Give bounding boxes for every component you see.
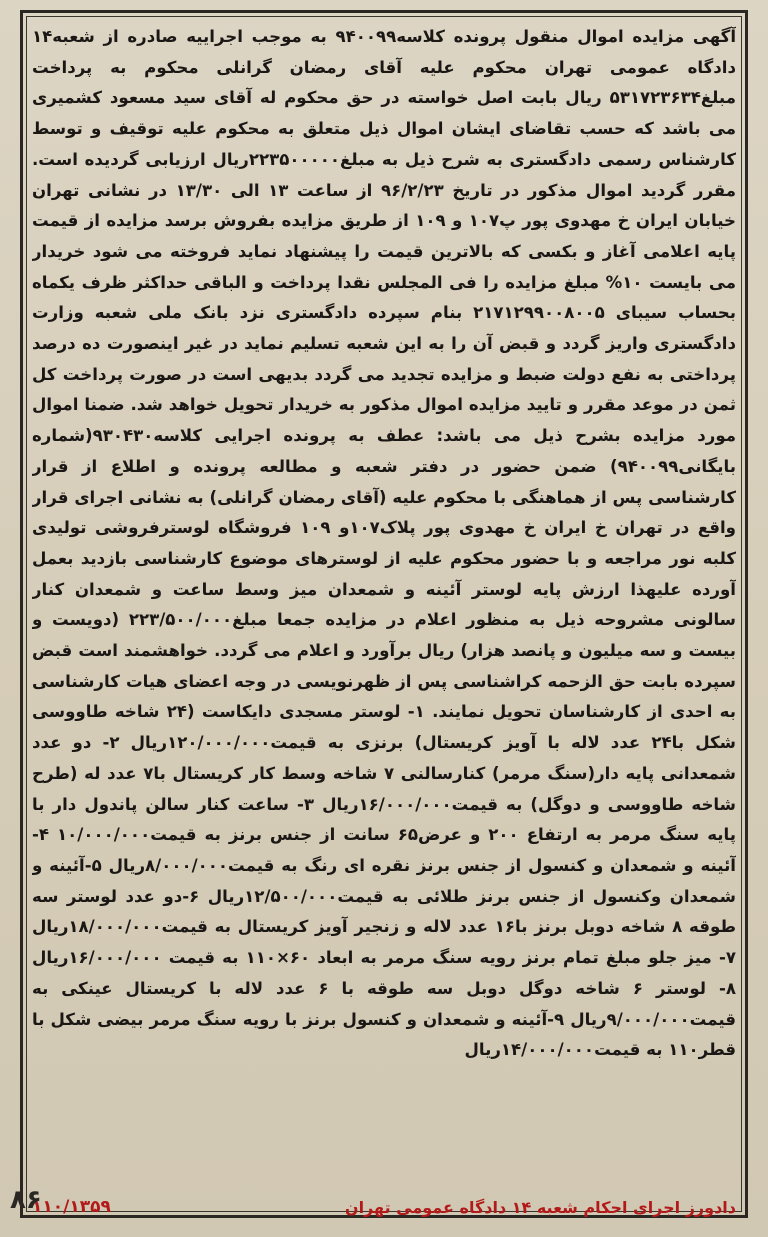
page-mark: ۸۶ [10,1185,42,1215]
notice-code: ۱۱۰/۱۳۵۹ [32,1197,111,1217]
signer-line: دادورز اجرای احکام شعبه ۱۴ دادگاه عمومی تهران [344,1197,736,1217]
auction-notice-text: آگهی مزایده اموال منقول پرونده کلاسه۹۴۰۰۹۹ به موجب اجراییه صادره از شعبه۱۴ دادگاه عمومی تهران محکوم علیه آقای رمضان گرانلی محکوم به پرداخت مبلغ۵۳۱۷۲۳۶۳۴ ریال بابت اصل خواسته در حق محکوم له آقای سید مسعود کشمیری می باشد که حسب تقاضای ایشان اموال ذیل متعلق به محکوم علیه توقیف و توسط کارشناس رسمی دادگستری به شرح ذیل به مبلغ۲۲۳۵۰۰۰۰۰ریال ارزیابی گردیده است. مقرر گردید اموال مذکور در تاریخ ۹۶/۲/۲۳ از ساعت ۱۳ الی ۱۳/۳۰ در نشانی تهران خیابان ایران خ مهدوی پور پ۱۰۷ و ۱۰۹ از طریق مزایده بفروش برسد مزایده از قیمت پایه اعلامی آغاز و بکسی که بالاترین قیمت را پیشنهاد نماید فروخته می شود خریدار می بایست ۱۰% مبلغ مزایده را فی المجلس نقدا پرداخت و الباقی حداکثر ظرف یکماه بحساب سیبای ۲۱۷۱۲۹۹۰۰۸۰۰۵ بنام سپرده دادگستری نزد بانک ملی شعبه وزارت دادگستری واریز گردد و قبض آن را به این شعبه تسلیم نماید در غیر اینصورت ده درصد پرداختی به نفع دولت ضبط و مزایده تجدید می گردد بدیهی است در صورت پرداخت کل ثمن در موعد مقرر و تایید مزایده اموال مذکور به خریدار تحویل خواهد شد. ضمنا اموال مورد مزایده بشرح ذیل می باشد: عطف به پرونده اجرایی کلاسه۹۳۰۴۳۰(شماره بایگانی۹۴۰۰۹۹) ضمن حضور در دفتر شعبه و مطالعه پرونده و اطلاع از قرار کارشناسی پس از هماهنگی با محکوم علیه (آقای رمضان گرانلی) به نشانی اجرای قرار واقع در تهران خ ایران خ مهدوی پور پلاک۱۰۷و ۱۰۹ فروشگاه لوسترفروشی تولیدی کلبه نور مراجعه و با حضور محکوم علیه از لوسترهای موضوع کارشناسی بازدید بعمل آورده علیهذا ارزش پایه لوستر آئینه و شمعدان میز وسط ساعت و شمعدان کنار سالونی مشروحه ذیل به منظور اعلام در مزایده جمعا مبلغ۲۲۳/۵۰۰/۰۰۰ (دویست و بیست و سه میلیون و پانصد هزار) ریال برآورد و اعلام می گردد. خواهشمند است قبض سپرده بابت حق الزحمه کراشناسی پس از ظهرنویسی در وجه اعضای هیات کارشناسی به احدی از کارشناسان تحویل نمایند. ۱- لوستر مسجدی دایکاست (۲۴ شاخه طاووسی شکل با۲۴ عدد لاله با آویز کریستال) برنزی به قیمت۱۲۰/۰۰۰/۰۰۰ریال ۲- دو عدد شمعدانی پایه دار(سنگ مرمر) کنارسالنی ۷ شاخه وسط کار کریستال با۷ عدد له (طرح شاخه طاووسی و دوگل) به قیمت۱۶/۰۰۰/۰۰۰ریال ۳- ساعت کنار سالن پاندول دار با پایه سنگ مرمر به ارتفاع ۲۰۰ و عرض۶۵ سانت از جنس برنز به قیمت۱۰/۰۰۰/۰۰۰ ۴- آئینه و شمعدان و کنسول از جنس برنز نقره ای رنگ به قیمت۸/۰۰۰/۰۰۰ریال ۵-آئینه و شمعدان وکنسول از جنس برنز طلائی به قیمت۱۲/۵۰۰/۰۰۰ریال ۶-دو عدد لوستر سه طوقه ۸ شاخه دوبل برنز با۱۶ عدد لاله و زنجیر آویز کریستال به قیمت۱۸/۰۰۰/۰۰۰ریال ۷- میز جلو مبلغ تمام برنز رویه سنگ مرمر به ابعاد ۶۰×۱۱۰ به قیمت ۱۶/۰۰۰/۰۰۰ریال ۸- لوستر ۶ شاخه دوگل دوبل سه طوقه با ۶ عدد لاله با کریستال عینکی به قیمت۹/۰۰۰/۰۰۰ریال ۹-آئینه و شمعدان و کنسول برنز با رویه سنگ مرمر بیضی شکل با قطر۱۱۰ به قیمت۱۴/۰۰۰/۰۰۰ریال [32,27,736,1060]
notice-footer [32,1190,736,1224]
